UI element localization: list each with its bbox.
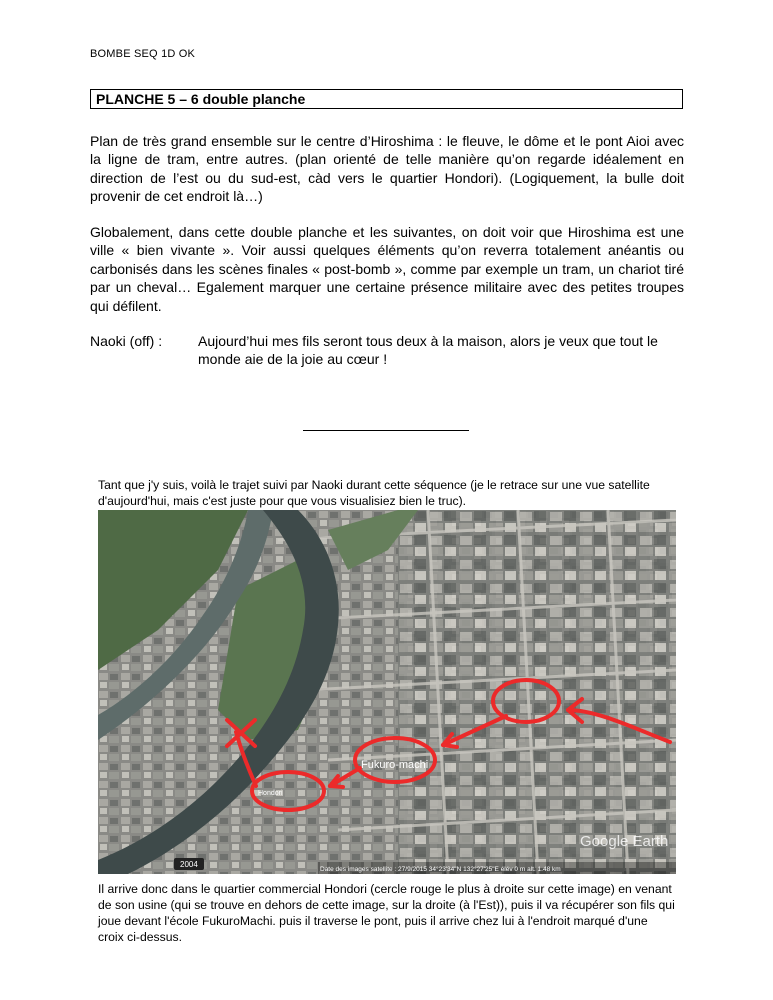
map-label-fukuromachi: Fukuro-machi [361,759,429,771]
satellite-map-image [98,510,676,874]
map-route-explanation-caption: Il arrive donc dans le quartier commercial Hondori (cercle rouge le plus à droite sur cette image) en venant de son usine (qui se trouve en dehors de cette image, sur la droite (à l'Est)), puis il va récupérer son fils qui joue devant l'école FukuroMachi. puis il traverse le pont, puis il arrive chez lui à l'endroit marqué d'une croix ci-dessus. [98,882,675,944]
dialogue-speaker: Naoki (off) : [90,333,163,349]
scene-notes-paragraph: Globalement, dans cette double planche et les suivantes, on doit voir que Hiroshima est une ville « bien vivante ». Voir aussi quelques éléments qu’on reverra totalement anéantis ou carbonisés dans les scènes finales « post-bomb », comme par exemple un tram, un chariot tiré par un cheval… Egalement marquer une certaine présence militaire avec des petites troupes qui défilent. [90,224,684,314]
scene-description-paragraph: Plan de très grand ensemble sur le centre d’Hiroshima : le fleuve, le dôme et le pont Aioi avec la ligne de tram, entre autres. (plan orienté de telle manière qu’on regarde idéalement en direction de l’est ou du sud-est, càd vers le quartier Hondori). (Logiquement, la bulle doit provenir de cet endroit là…) [90,133,684,205]
section-divider [303,430,469,431]
planche-title: PLANCHE 5 – 6 double planche [96,91,306,107]
document-header-code: BOMBE SEQ 1D OK [90,48,196,60]
map-intro-caption: Tant que j'y suis, voilà le trajet suivi par Naoki durant cette séquence (je le retrace sur une vue satellite d'aujourd'hui, mais c'est juste pour que vous visualisiez bien le truc). [98,478,650,508]
imagery-year-text: 2004 [180,860,198,869]
planche-title-box [90,89,683,109]
map-attribution: Date des images satellite : 27/9/2015 34°23'34"N 132°27'25"E élév 0 m alt. 1.48 km [320,866,561,873]
map-label-hondori: Hondori [258,790,283,797]
dialogue-text: Aujourd’hui mes fils seront tous deux à la maison, alors je veux que tout le monde aie de la joie au cœur ! [198,333,658,368]
google-earth-watermark: Google Earth [580,833,669,850]
